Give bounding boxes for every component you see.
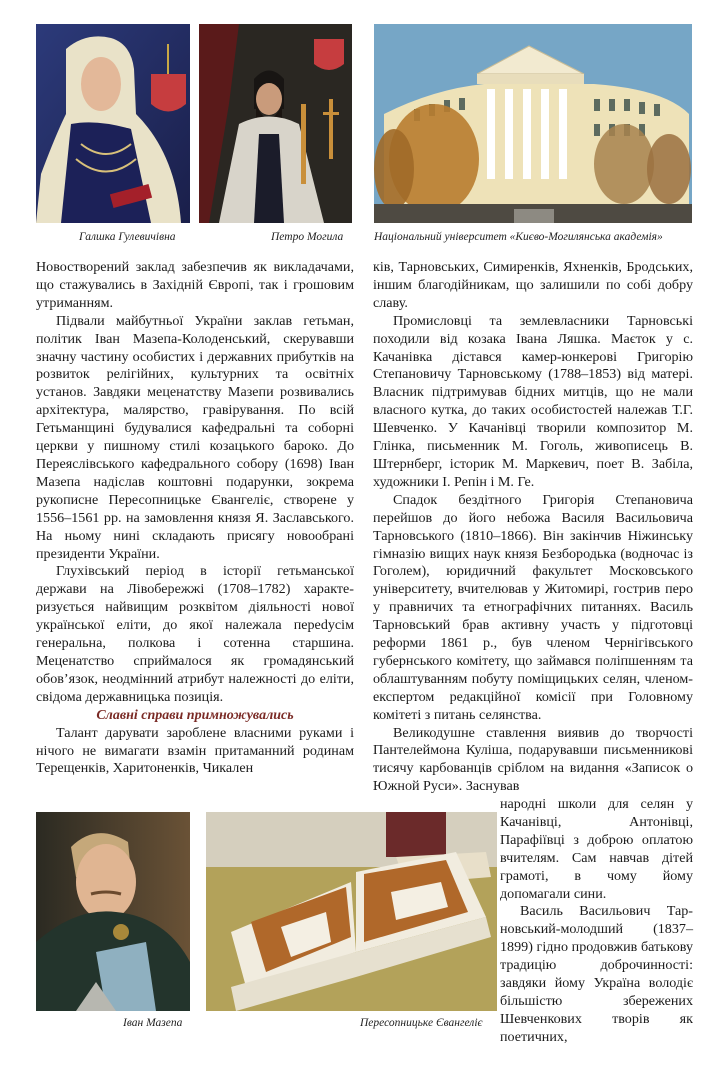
left-column bbox=[36, 259, 354, 778]
paragraph: Глухівський період в історії гетьманської держави на Лівобережжі (1708–1782) характеризується найвищим розквітом діяльності нової української еліти, до якої належала переdусім генеральна, полкова і сотенна старшина. Меценатство сприймалося як громадянський обов’язок, неодмінний атрибут належності до еліти, свідома державницька позиція. bbox=[36, 563, 354, 705]
right-column-wrap bbox=[500, 796, 693, 1047]
book-photo-icon bbox=[206, 812, 497, 1011]
paragraph: Спадок бездітного Григорія Степановича перейшов до його небожа Василя Васильовича Тарновського (1810–1866). Він закінчив Ніжинську гімназію вищих наук князя Безбородька (водночас із Гоголем), юридичний факультет Московського університету, вчителював у Житомирі, гострив перо у правничих та етнографічних питаннях. Василь Тарновський брав активну участь у підготовці реформи 1861 р., був членом Чернігівського губернського комітету, що займався поліпшенням та облаштуванням побуту поміщицьких селян, членом-експертом редакційної комісії при Головному комітеті з питань селянства. bbox=[373, 491, 693, 723]
paragraph: Великодушне ставлення виявив до творчості Пантелеймона Куліша, подарувавши письменникові тисячу карбованців сріблом на видання «Записок о Южной Руси». Заснував bbox=[373, 724, 693, 795]
caption-halshka: Галшка Гулевичівна bbox=[79, 231, 176, 243]
portrait-painting-icon bbox=[36, 812, 190, 1011]
paragraph: ків, Тарновських, Симиренків, Яхненків, Бродських, іншим благодійникам, що залишили по собі добру славу. bbox=[373, 259, 693, 311]
section-heading: Славні справи примножувались bbox=[96, 707, 294, 723]
portrait-painting-icon bbox=[36, 24, 190, 223]
caption-mazepa: Іван Мазепа bbox=[123, 1017, 183, 1029]
paragraph: Талант дарувати зароблене власними руками і нічого не вимагати взамін притаманний родинам Терещенків, Харитоненків, Чикален bbox=[36, 724, 354, 777]
portrait-painting-icon bbox=[199, 24, 352, 223]
paragraph: Василь Васильович Тарновський-молодший (1837–1899) гідно продовжив батькову традицію доброчинності: завдяки йому Україна володіє більшістю збережених Шевченкових творів як поетичних, bbox=[500, 903, 693, 1045]
right-column bbox=[373, 259, 693, 796]
mazepa-portrait bbox=[36, 812, 190, 1011]
building-photo-icon bbox=[374, 24, 692, 223]
paragraph: народні школи для селян у Качанівці, Антонівці, Парафіївці з доброю оплатою вчителям. Сам навчав дітей грамоті, в чому йому допомагали сини. bbox=[500, 796, 693, 902]
caption-academy: Національний університет «Києво-Могилянська академія» bbox=[374, 231, 663, 243]
academy-photo bbox=[374, 24, 692, 223]
paragraph: Підвали майбутньої України заклав гетьман, політик Іван Мазепа-Колоденський, скерувавши значну частину особистих і державних прибутків на розвиток релігійних, культурних та освітніх установ. Завдяки меценатству Мазепи розвивались архітектура, малярство, гравірування. По всій Гетьманщині будувалися кафедральні та соборні церкви у пишному стилі козацького бароко. До Переяслівського кафедрального собору (1698) Іван Мазепа надіслав коштовні подарунки, зокрема рукописне Пересопницьке Євангеліє, створене у 1556–1561 рр. на замовлення князя Я. Заславського. На ньому нині складають присягу новообрані президенти України. bbox=[36, 312, 354, 562]
mohyla-portrait bbox=[199, 24, 352, 223]
paragraph: Новостворений заклад забезпечив як викладачами, що стажувались в Західній Європі, так і грошовим утриманням. bbox=[36, 259, 354, 311]
caption-gospel: Пересопницьке Євангеліє bbox=[360, 1017, 483, 1029]
paragraph: Промисловці та землевласники Тарновські походили від козака Івана Ляшка. Маєток у с. Качанівка дістався камер-юнкерові Григорію Степановичу Тарновському (1788–1853) від матері. Власник підтримував бідних митців, що не мали власного кутка, до таких особистостей належав Т.Г. Шевченко. У Качанівці творили композитор М. Глінка, письменник М. Гоголь, живописець В. Штернберг, історик М. Маркевич, поет В. Забіла, художники І. Репін і М. Ге. bbox=[373, 312, 693, 490]
caption-mohyla: Петро Могила bbox=[271, 231, 344, 243]
halshka-portrait bbox=[36, 24, 190, 223]
gospel-photo bbox=[206, 812, 497, 1011]
